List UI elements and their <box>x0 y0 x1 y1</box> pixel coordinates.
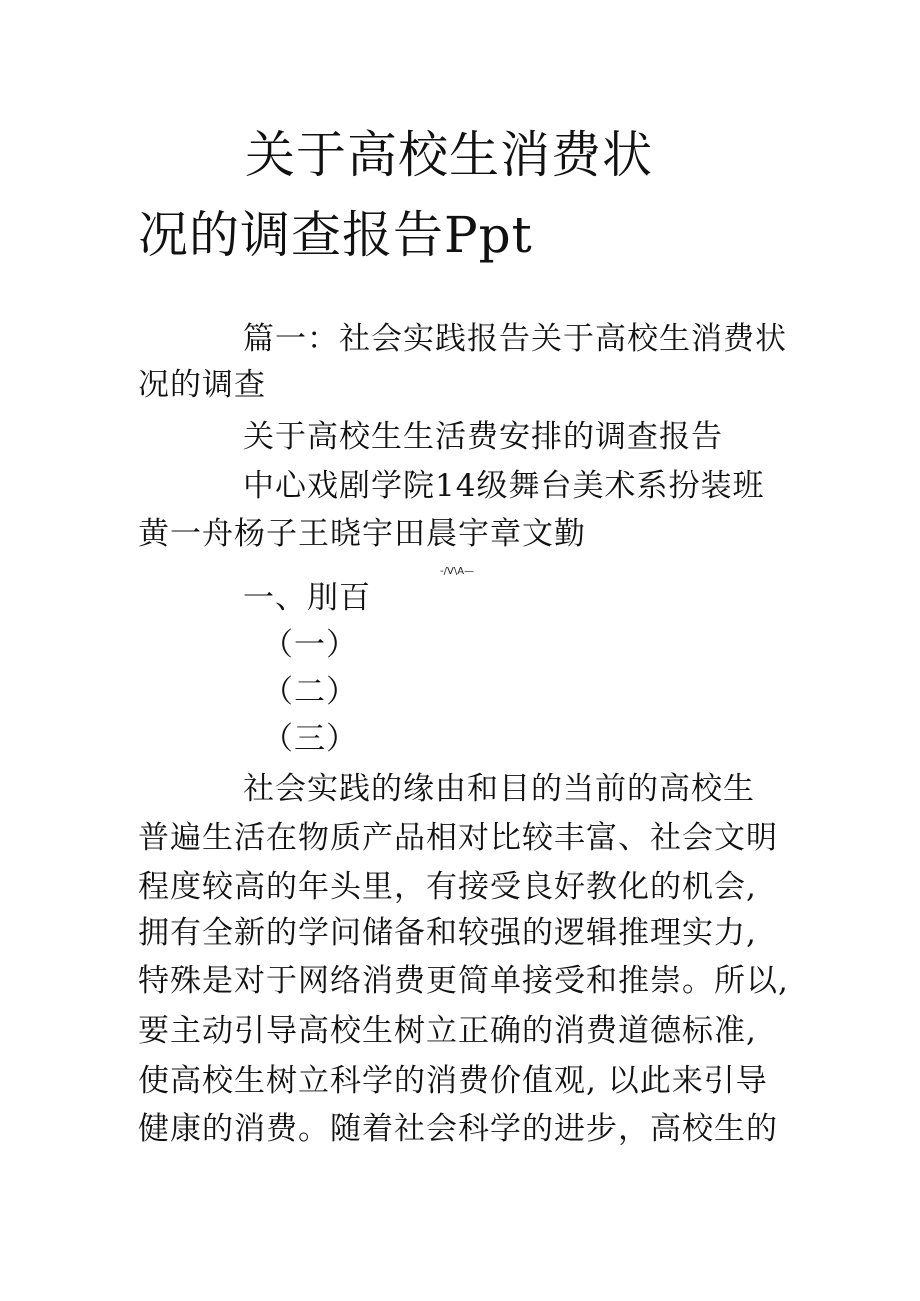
paragraph-line-4: 拥有全新的学问储备和较强的逻辑推理实力, <box>138 915 757 951</box>
section-heading-line-2: 况的调查 <box>138 367 266 403</box>
title-line-1: 关于高校生消费状 <box>245 126 653 184</box>
paragraph-line-2: 普遍生活在物质产品相对比较丰富、社会文明 <box>138 820 778 856</box>
paragraph-line-3: 程度较高的年头里，有接受良好教化的机会, <box>138 869 757 905</box>
outline-item-2: （二） <box>262 674 358 710</box>
outline-item-3: （三） <box>262 721 358 757</box>
paragraph-line-5: 特殊是对于网络消费更简单接受和推崇。所以, <box>138 963 789 999</box>
section-heading-line-1: 篇一：社会实践报告关于高校生消费状 <box>243 321 787 357</box>
author-line-1: 中心戏剧学院14级舞台美术系扮装班 <box>243 468 765 504</box>
paragraph-line-8: 健康的消费。随着社会科学的进步，高校生的 <box>138 1111 778 1147</box>
subtitle: 关于高校生生活费安排的调查报告 <box>243 419 723 455</box>
title-line-2: 况的调查报告Ppt <box>138 206 533 264</box>
outline-item-1: （一） <box>262 627 358 663</box>
paragraph-line-6: 要主动引导高校生树立正确的消费道德标准, <box>138 1013 757 1049</box>
small-mark: -/V\A— <box>440 566 475 577</box>
preface-heading: 一、刖百 <box>243 580 371 616</box>
paragraph-line-7: 使高校生树立科学的消费价值观, 以此来引导 <box>138 1063 768 1099</box>
paragraph-line-1: 社会实践的缘由和目的当前的高校生 <box>243 771 755 807</box>
author-line-2: 黄一舟杨子王晓宇田晨宇章文勤 <box>138 516 586 552</box>
